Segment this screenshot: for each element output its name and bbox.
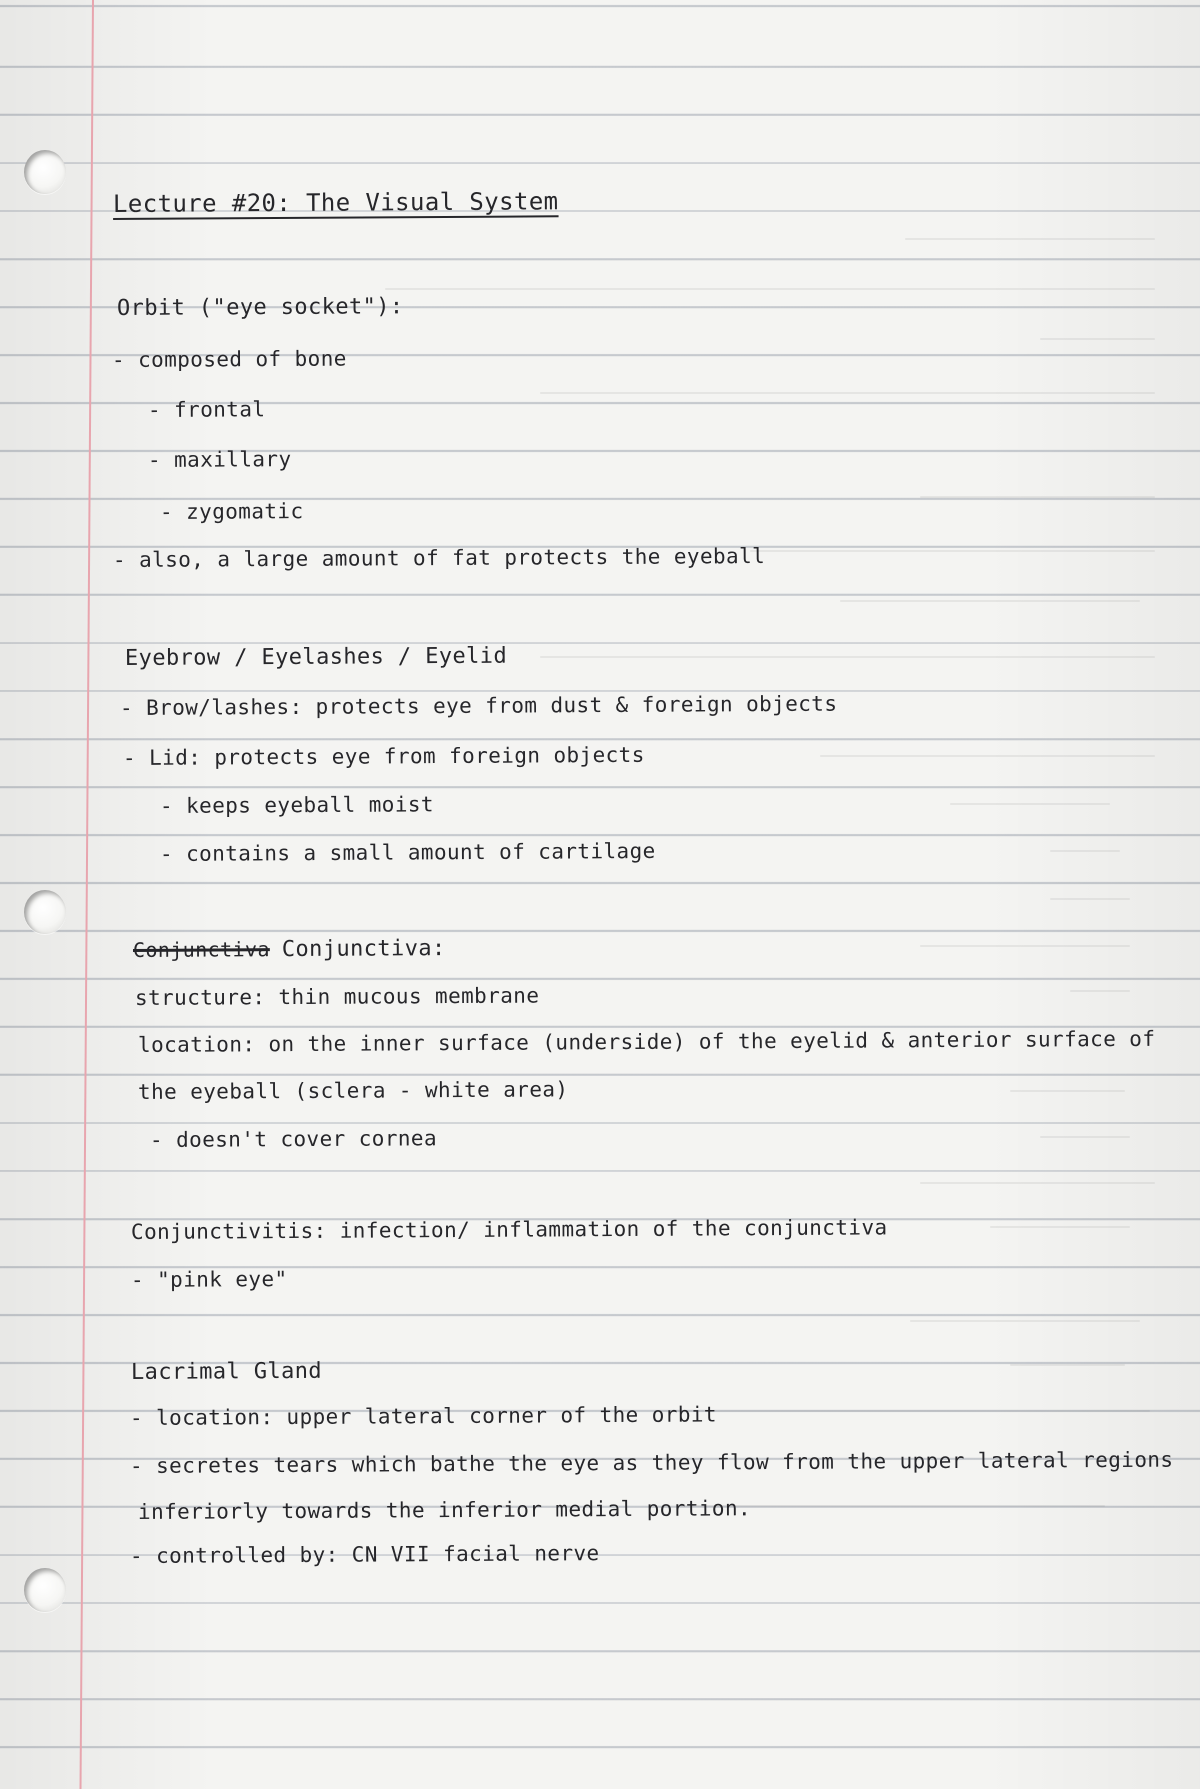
orbit-bone-frontal: - frontal — [147, 397, 266, 422]
conjunctivitis-heading: Conjunctivitis: infection/ inflammation of the conjunctiva — [130, 1215, 888, 1244]
lacrimal-controlled-line: - controlled by: CN VII facial nerve — [129, 1541, 600, 1568]
conjunctiva-location-line-1: location: on the inner surface (underside) of the eyelid & anterior surface of — [137, 1026, 1156, 1057]
conjunctiva-location-line-2: the eyeball (sclera - white area) — [137, 1077, 569, 1104]
lacrimal-location-line: - location: upper lateral corner of the orbit — [129, 1402, 718, 1430]
margin-line — [80, 0, 94, 1789]
crossed-out-word: Conjunctiva — [132, 937, 270, 962]
lacrimal-secretes-line-2: inferiorly towards the inferior medial portion. — [137, 1496, 752, 1524]
lecture-title: Lecture #20: The Visual System — [112, 187, 559, 218]
lid-cartilage-line: - contains a small amount of cartilage — [159, 838, 656, 866]
orbit-bone-zygomatic: - zygomatic — [159, 499, 304, 524]
orbit-bone-maxillary: - maxillary — [147, 447, 292, 472]
brow-lashes-line: - Brow/lashes: protects eye from dust & foreign objects — [119, 691, 838, 720]
lacrimal-secretes-line-1: - secretes tears which bathe the eye as they flow from the upper lateral regions — [129, 1447, 1174, 1478]
punch-hole — [24, 150, 66, 194]
pink-eye-line: - "pink eye" — [130, 1267, 288, 1292]
lid-line: - Lid: protects eye from foreign objects — [122, 742, 645, 770]
lacrimal-heading: Lacrimal Gland — [130, 1358, 323, 1385]
punch-hole — [24, 1568, 66, 1612]
conjunctiva-heading: Conjunctiva: — [281, 936, 446, 963]
orbit-heading: Orbit ("eye socket"): — [116, 294, 404, 321]
orbit-fat-line: - also, a large amount of fat protects the eyeball — [112, 544, 766, 572]
eyebrow-heading: Eyebrow / Eyelashes / Eyelid — [124, 643, 508, 671]
conjunctiva-heading-row — [133, 936, 446, 963]
lid-moist-line: - keeps eyeball moist — [159, 792, 434, 818]
conjunctiva-cornea-line: - doesn't cover cornea — [149, 1126, 438, 1152]
conjunctiva-structure: structure: thin mucous membrane — [134, 983, 540, 1010]
punch-hole — [24, 890, 66, 934]
orbit-composed-line: - composed of bone — [111, 346, 347, 372]
